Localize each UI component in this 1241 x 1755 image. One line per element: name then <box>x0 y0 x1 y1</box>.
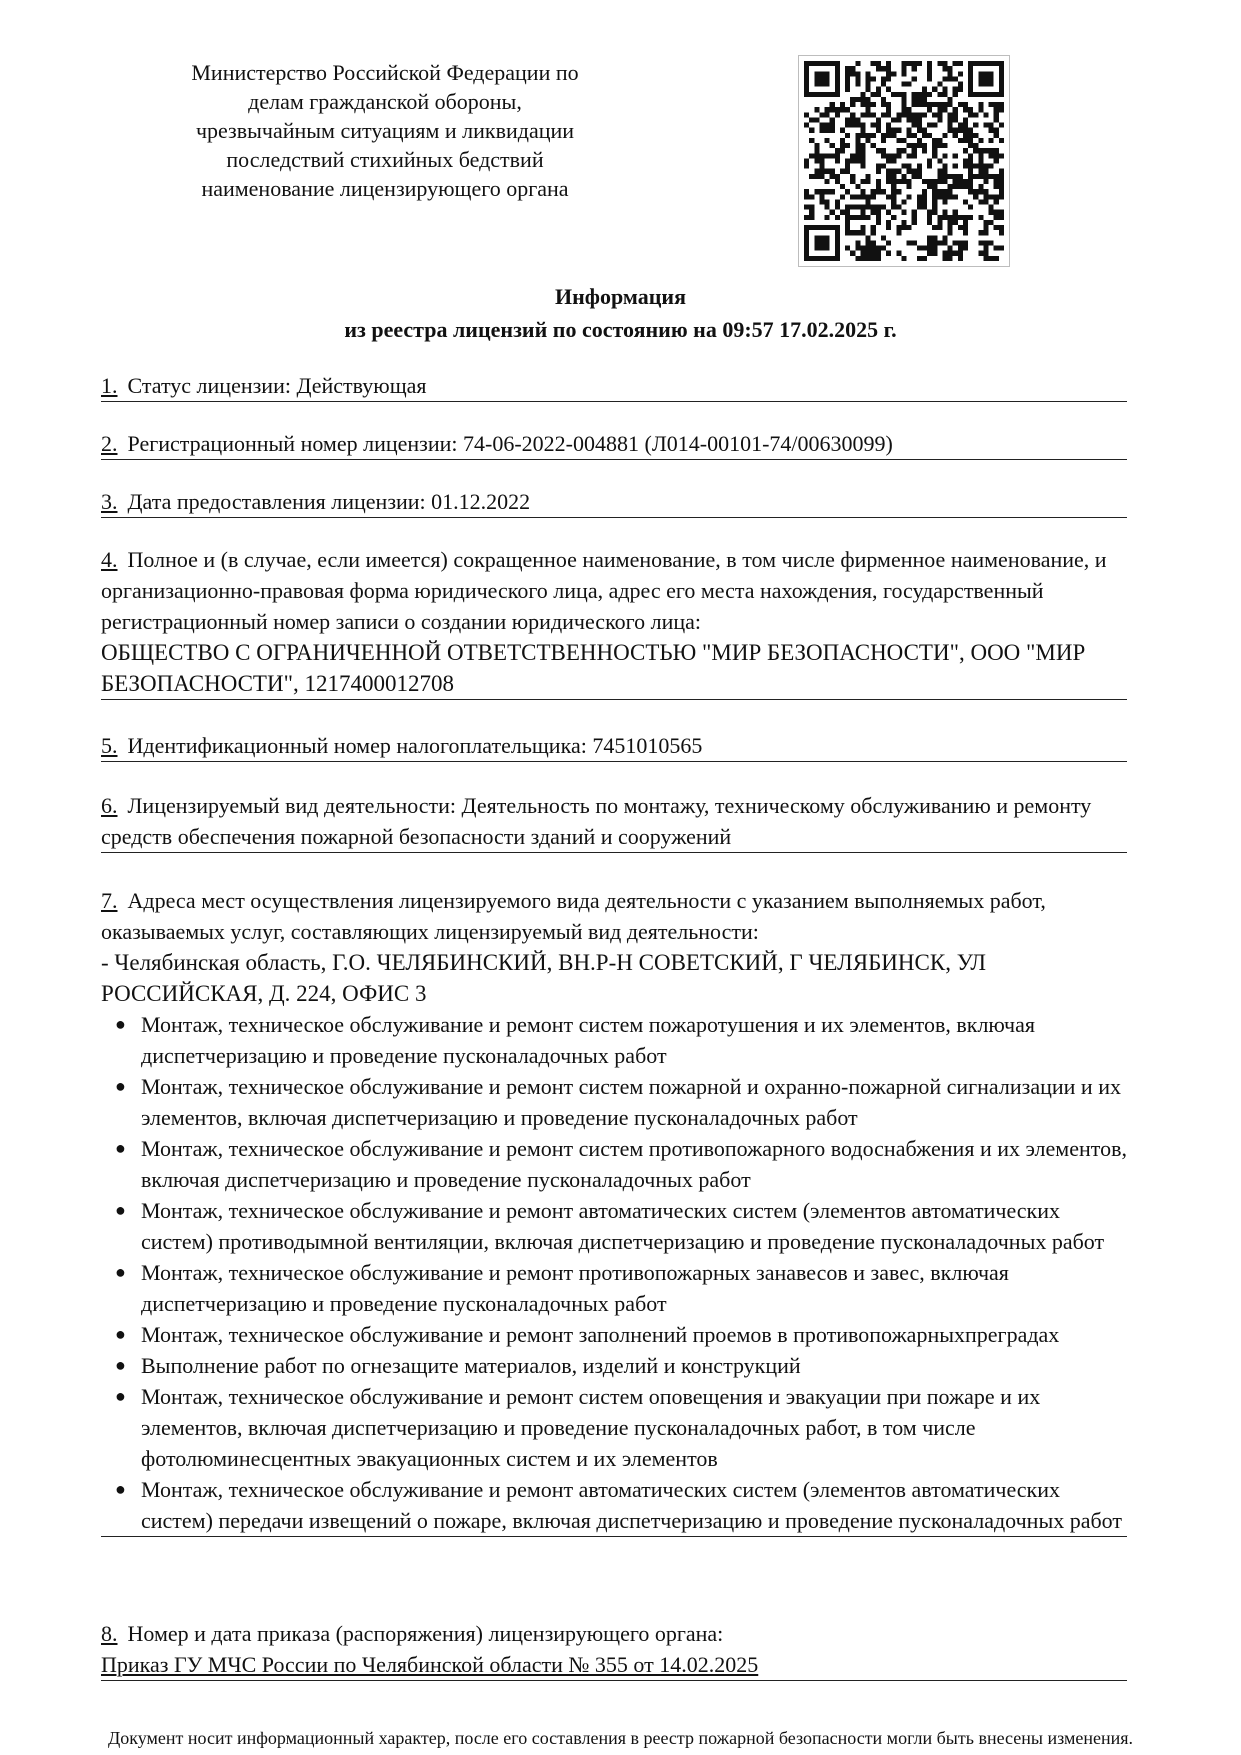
document-title <box>0 280 1241 346</box>
section-text: Регистрационный номер лицензии: 74-06-2022-004881 (Л014-00101-74/00630099) <box>127 431 893 456</box>
work-item <box>101 1195 1127 1257</box>
work-item-text: Монтаж, техническое обслуживание и ремонт систем пожаротушения и их элементов, включая диспетчеризацию и проведение пусконаладочных работ <box>141 1012 1035 1068</box>
section-number: 7. <box>101 888 118 913</box>
authority-line: Министерство Российской Федерации по <box>191 60 579 85</box>
work-item-text: Монтаж, техническое обслуживание и ремонт систем оповещения и эвакуации при пожаре и их элементов, включая диспетчеризацию и проведение пусконаладочных работ, в том числе фотолюминесцентных эвакуационных систем и их элементов <box>141 1384 1041 1471</box>
section-number: 3. <box>101 489 118 514</box>
section-number: 4. <box>101 547 118 572</box>
section-inn <box>101 730 1127 762</box>
section-text: Дата предоставления лицензии: 01.12.2022 <box>127 489 531 514</box>
licensing-authority <box>150 58 620 203</box>
section-license-status <box>101 370 1127 402</box>
work-item-text: Выполнение работ по огнезащите материалов, изделий и конструкций <box>141 1353 801 1378</box>
section-activity-addresses <box>101 885 1127 1537</box>
section-organization <box>101 544 1127 700</box>
work-item-text: Монтаж, техническое обслуживание и ремонт заполнений проемов в противопожарныхпреградах <box>141 1322 1060 1347</box>
organization-name: ОБЩЕСТВО С ОГРАНИЧЕННОЙ ОТВЕТСТВЕННОСТЬЮ "МИР БЕЗОПАСНОСТИ", ООО "МИР БЕЗОПАСНОСТИ", 1217400012708 <box>101 640 1086 696</box>
bullet-icon: ● <box>115 1479 126 1499</box>
bullet-icon: ● <box>115 1386 126 1406</box>
section-text: Полное и (в случае, если имеется) сокращенное наименование, в том числе фирменное наименование, и организационно-правовая форма юридического лица, адрес его места нахождения, государственный регистрационный номер записи о создании юридического лица: <box>101 547 1107 634</box>
authority-line: последствий стихийных бедствий <box>226 147 544 172</box>
qr-code-icon <box>798 55 1010 267</box>
section-order <box>101 1618 1127 1681</box>
work-item-text: Монтаж, техническое обслуживание и ремонт систем пожарной и охранно-пожарной сигнализации и их элементов, включая диспетчеризацию и проведение пусконаладочных работ <box>141 1074 1121 1130</box>
work-item <box>101 1350 1127 1381</box>
work-item <box>101 1381 1127 1474</box>
bullet-icon: ● <box>115 1138 126 1158</box>
bullet-icon: ● <box>115 1355 126 1375</box>
works-list <box>101 1009 1127 1536</box>
work-item-text: Монтаж, техническое обслуживание и ремонт систем противопожарного водоснабжения и их элементов, включая диспетчеризацию и проведение пусконаладочных работ <box>141 1136 1127 1192</box>
bullet-icon: ● <box>115 1014 126 1034</box>
section-number: 5. <box>101 733 118 758</box>
bullet-icon: ● <box>115 1076 126 1096</box>
section-registration-number <box>101 428 1127 460</box>
work-item-text: Монтаж, техническое обслуживание и ремонт автоматических систем (элементов автоматических систем) противодымной вентиляции, включая диспетчеризацию и проведение пусконаладочных работ <box>141 1198 1105 1254</box>
work-item <box>101 1257 1127 1319</box>
authority-line: чрезвычайным ситуациям и ликвидации <box>195 118 575 143</box>
section-activity-type <box>101 790 1127 853</box>
section-number: 8. <box>101 1621 118 1646</box>
bullet-icon: ● <box>115 1324 126 1344</box>
activity-address: - Челябинская область, Г.О. ЧЕЛЯБИНСКИЙ, ВН.Р-Н СОВЕТСКИЙ, Г ЧЕЛЯБИНСК, УЛ РОССИЙСКАЯ, Д. 224, ОФИС 3 <box>101 950 986 1006</box>
work-item <box>101 1009 1127 1071</box>
section-text: Адреса мест осуществления лицензируемого вида деятельности с указанием выполняемых работ, оказываемых услуг, составляющих лицензируемый вид деятельности: <box>101 888 1046 944</box>
work-item-text: Монтаж, техническое обслуживание и ремонт противопожарных занавесов и завес, включая диспетчеризацию и проведение пусконаладочных работ <box>141 1260 1009 1316</box>
section-number: 2. <box>101 431 118 456</box>
authority-caption: наименование лицензирующего органа <box>201 176 569 201</box>
disclaimer-note: Документ носит информационный характер, после его составления в реестр пожарной безопасности могли быть внесены изменения. <box>107 1728 1134 1748</box>
title-line-1: Информация <box>554 284 686 309</box>
work-item <box>101 1133 1127 1195</box>
title-line-2: из реестра лицензий по состоянию на 09:57 17.02.2025 г. <box>344 317 897 342</box>
authority-line: делам гражданской обороны, <box>248 89 522 114</box>
section-text: Статус лицензии: Действующая <box>127 373 427 398</box>
bullet-icon: ● <box>115 1262 126 1282</box>
work-item <box>101 1319 1127 1350</box>
section-number: 6. <box>101 793 118 818</box>
section-text: Идентификационный номер налогоплательщика: 7451010565 <box>127 733 703 758</box>
section-number: 1. <box>101 373 118 398</box>
section-text: Номер и дата приказа (распоряжения) лицензирующего органа: <box>127 1621 724 1646</box>
section-grant-date <box>101 486 1127 518</box>
work-item <box>101 1071 1127 1133</box>
bullet-icon: ● <box>115 1200 126 1220</box>
section-text: Лицензируемый вид деятельности: Деятельность по монтажу, техническому обслуживанию и ремонту средств обеспечения пожарной безопасности зданий и сооружений <box>101 793 1092 849</box>
work-item <box>101 1474 1127 1536</box>
order-value: Приказ ГУ МЧС России по Челябинской области № 355 от 14.02.2025 <box>101 1652 759 1677</box>
work-item-text: Монтаж, техническое обслуживание и ремонт автоматических систем (элементов автоматических систем) передачи извещений о пожаре, включая диспетчеризацию и проведение пусконаладочных работ <box>141 1477 1123 1533</box>
